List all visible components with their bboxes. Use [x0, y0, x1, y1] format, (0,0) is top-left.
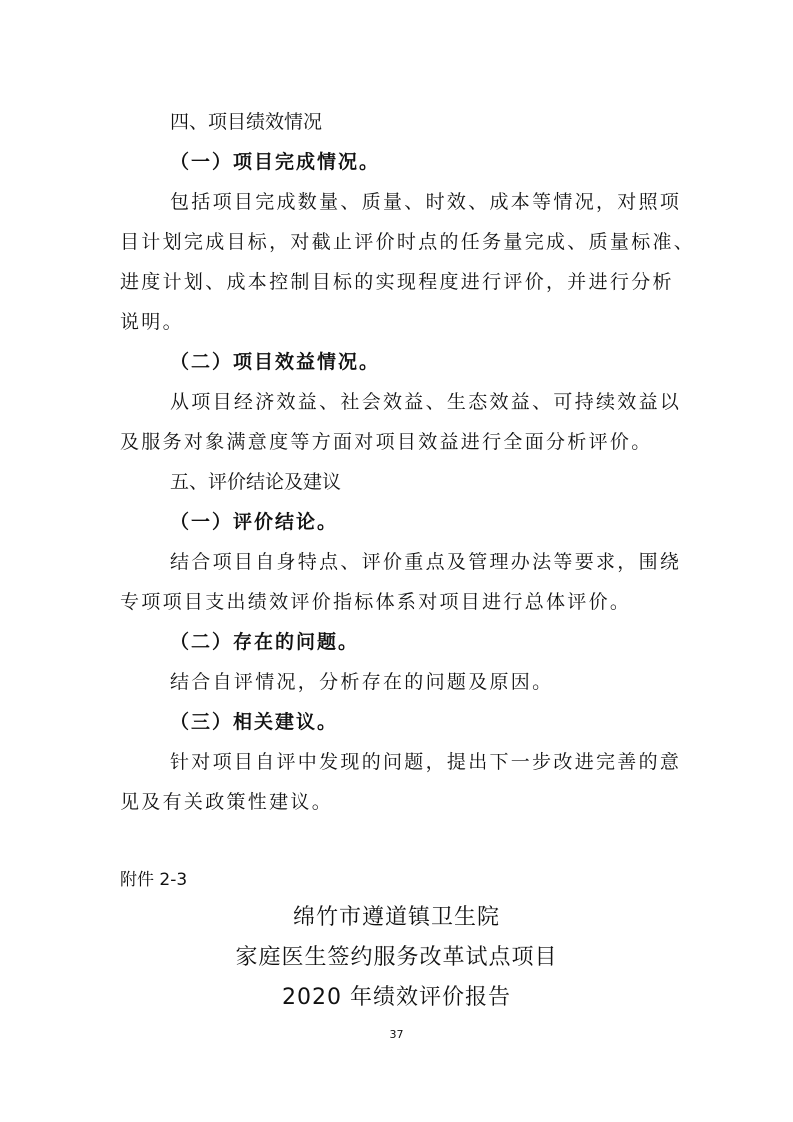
- section-5-sub-3-heading: （三）相关建议。: [170, 711, 339, 733]
- paragraph-line: 结合项目自身特点、评价重点及管理办法等要求，围绕: [170, 551, 682, 573]
- paragraph-line: 针对项目自评中发现的问题，提出下一步改进完善的意: [170, 751, 682, 773]
- paragraph-line: 目计划完成目标，对截止评价时点的任务量完成、质量标准、: [120, 231, 696, 253]
- paragraph-line: 结合自评情况，分析存在的问题及原因。: [170, 671, 554, 693]
- page-number: 37: [389, 1028, 404, 1041]
- section-4-sub-1-heading: （一）项目完成情况。: [170, 151, 381, 173]
- section-5-sub-2-heading: （二）存在的问题。: [170, 631, 360, 653]
- section-4-heading: 四、项目绩效情况: [170, 111, 323, 133]
- report-title-line-2: 家庭医生签约服务改革试点项目: [235, 945, 558, 970]
- section-5-heading: 五、评价结论及建议: [170, 471, 342, 493]
- paragraph-line: 说明。: [120, 311, 184, 333]
- paragraph-line: 包括项目完成数量、质量、时效、成本等情况，对照项: [170, 191, 682, 213]
- report-title-line-3: 2020 年绩效评价报告: [282, 985, 511, 1010]
- paragraph-line: 专项项目支出绩效评价指标体系对项目进行总体评价。: [120, 591, 632, 613]
- section-5-sub-1-heading: （一）评价结论。: [170, 511, 339, 533]
- report-title-line-1: 绵竹市遵道镇卫生院: [292, 905, 500, 930]
- attachment-label: 附件 2-3: [120, 870, 188, 890]
- section-4-sub-2-heading: （二）项目效益情况。: [170, 351, 381, 373]
- paragraph-line: 从项目经济效益、社会效益、生态效益、可持续效益以: [170, 391, 682, 413]
- paragraph-line: 进度计划、成本控制目标的实现程度进行评价，并进行分析: [120, 271, 674, 293]
- paragraph-line: 及服务对象满意度等方面对项目效益进行全面分析评价。: [120, 431, 653, 453]
- paragraph-line: 见及有关政策性建议。: [120, 791, 334, 813]
